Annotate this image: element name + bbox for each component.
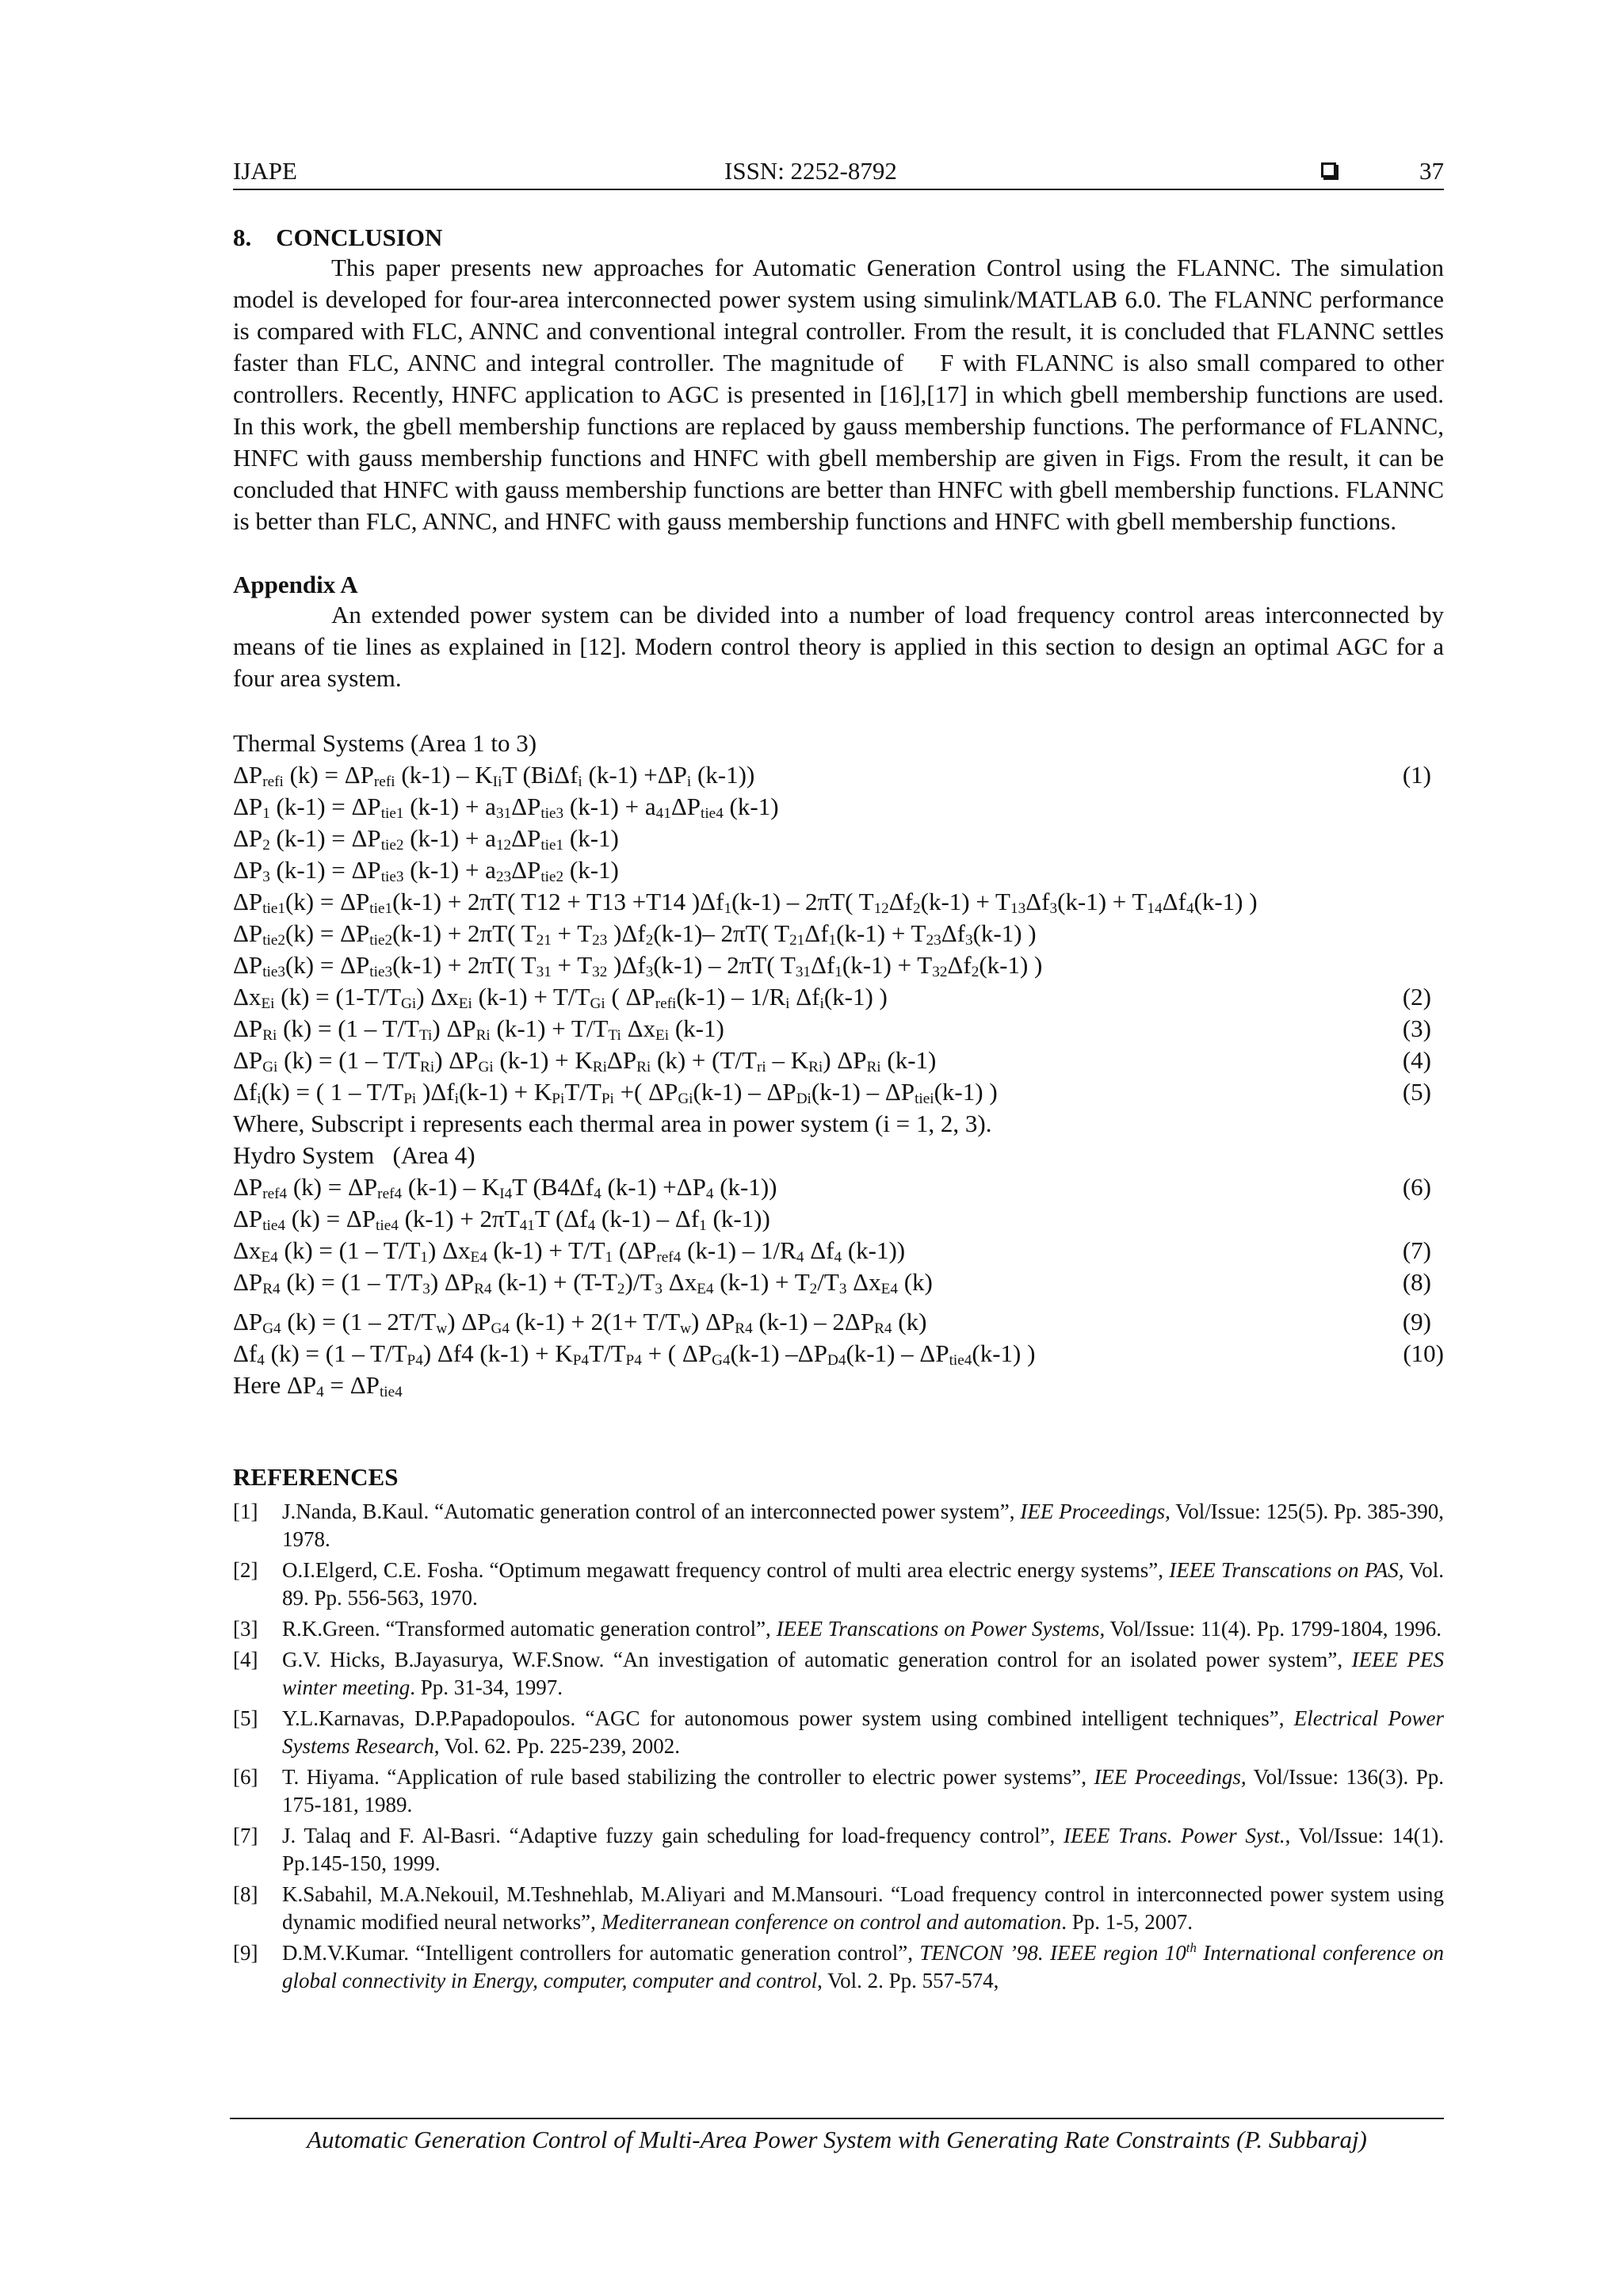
equation-p1: $\Delta P_1$ $(k-1) = \Delta P_{tie1}$ $(k-1) + a_{31}\Delta P_{tie3}$ $(k-1) + a_{41}\Delta P_{tie4}$ (k-1) xyxy=(233,793,779,823)
page-number: 37 xyxy=(1419,157,1444,185)
thermal-title: Thermal Systems (Area 1 to 3) xyxy=(233,729,537,757)
reference-venue: IEE Proceedings, xyxy=(1094,1765,1247,1789)
equation-number: (9) xyxy=(1402,1308,1431,1335)
reference-number: [2] xyxy=(233,1558,258,1582)
equation-2: $\Delta x_{Ei}$ $(k) = (1-T/T_{Gi})$ $\Delta x_{Ei}$ $(k-1) + T/T_{Gi}$ ( $\Delta P_{refi}(k-1) - 1/R_i$ $\Delta f_i(k-1)$ ) (2) xyxy=(233,983,1431,1013)
reference-venue: Electrical Power Systems Research xyxy=(282,1706,1444,1758)
equation-3: $\Delta P_{Ri}$ $(k) = (1 - T/T_{Ti})$ $\Delta P_{Ri}$ $(k-1) + T/T_{Ti}$ $\Delta x_{Ei}$ (k-1) (3) xyxy=(233,1014,1431,1045)
appendix-text: An extended power system can be divided into a number of load frequency control areas interconnected by means of tie lines as explained in [12]. Modern control theory is applied in this section to design an optimal AGC for a four area system. xyxy=(233,601,1444,692)
equation-number: (5) xyxy=(1402,1078,1431,1106)
references-heading: REFERENCES xyxy=(233,1463,399,1491)
reference-number: [7] xyxy=(233,1824,258,1847)
reference-number: [4] xyxy=(233,1648,258,1671)
page-header xyxy=(233,151,1444,190)
reference-authors-title: D.M.V.Kumar. “Intelligent controllers for automatic generation control”, xyxy=(282,1941,920,1965)
reference-authors-title: O.I.Elgerd, C.E. Fosha. “Optimum megawatt frequency control of multi area electric energy systems”, xyxy=(282,1558,1170,1582)
reference-item xyxy=(233,1939,1444,1995)
reference-venue: Mediterranean conference on control and automation xyxy=(601,1910,1062,1934)
equation-8: $\Delta P_{R4}$ $(k) = (1 - T/T_3)$ $\Delta P_{R4}$ $(k-1) + (T-T_2)/T_3$ $\Delta x_{E4}$ $(k-1) + T_2/T_3$ $\Delta x_{E4}$ (k) (8) xyxy=(233,1268,1431,1298)
equation-number: (3) xyxy=(1402,1014,1431,1042)
journal-name: IJAPE xyxy=(233,157,297,185)
equation-p3: $\Delta P_3$ $(k-1) = \Delta P_{tie3}$ $(k-1) + a_{23}\Delta P_{tie2}$ (k-1) xyxy=(233,856,619,886)
equation-4: $\Delta P_{Gi}$ $(k) = (1 - T/T_{Ri})$ $\Delta P_{Gi}$ $(k-1) + K_{Ri}\Delta P_{Ri}$ $(k) + (T/T_{ri} - K_{Ri})$ $\Delta P_{Ri}$ (k-1) (4) xyxy=(233,1046,1431,1076)
footer-text: Automatic Generation Control of Multi-Area Power System with Generating Rate Constraints (P. Subbaraj) xyxy=(307,2126,1367,2153)
reference-details: Vol/Issue: 125(5). Pp. 385-390, 1978. xyxy=(282,1499,1444,1551)
reference-number: [6] xyxy=(233,1765,258,1789)
reference-authors-title: J. Talaq and F. Al-Basri. “Adaptive fuzzy gain scheduling for load-frequency control”, xyxy=(282,1824,1064,1847)
reference-authors-title: Y.L.Karnavas, D.P.Papadopoulos. “AGC for autonomous power system using combined intelligent techniques”, xyxy=(282,1706,1294,1730)
hydro-title: Hydro System (Area 4) xyxy=(233,1141,475,1169)
equation-number: (7) xyxy=(1402,1236,1431,1264)
reference-item xyxy=(233,1646,1444,1702)
reference-venue-part: International conference on global connectivity in Energy, computer, computer and control xyxy=(282,1941,1444,1992)
checkbox-square-icon xyxy=(1321,162,1336,178)
issn: ISSN: 2252-8792 xyxy=(724,157,897,185)
equation-5: $\Delta f_i(k)$ = ( $1 - T/T_{Pi}$ )$\Delta f_i(k-1) + K_{Pi}T/T_{Pi}$ +( $\Delta P_{Gi}(k-1) - \Delta P_{Di}(k-1) - \Delta P_{tiei}(k-1)$ ) (5) xyxy=(233,1078,1431,1108)
page-footer xyxy=(230,2118,1444,2154)
equation-p2: $\Delta P_2$ $(k-1) = \Delta P_{tie2}$ $(k-1) + a_{12}\Delta P_{tie1}$ (k-1) xyxy=(233,824,619,854)
reference-number: [3] xyxy=(233,1617,258,1641)
conclusion-section xyxy=(233,223,1450,537)
equation-10: $\Delta f_4$ $(k) = (1 - T/T_{P4})$ Δf4 $(k-1) + K_{P4}T/T_{P4}$ + ( $\Delta P_{G4}(k-1)$ $-\Delta P_{D4}(k-1) - \Delta P_{tie4}(k-1)$ ) (10) xyxy=(233,1339,1444,1370)
reference-list xyxy=(233,1498,1444,1995)
reference-authors-title: K.Sabahil, M.A.Nekouil, M.Teshnehlab, M.Aliyari and M.Mansouri. “Load frequency control in interconnected power system using dynamic modified neural networks”, xyxy=(282,1882,1444,1934)
where-text: Where, Subscript i represents each thermal area in power system (i = 1, 2, 3). xyxy=(233,1110,992,1137)
reference-venue: IEEE Transcations on Power Systems, xyxy=(776,1617,1106,1641)
reference-details: , Vol/Issue: 14(1). Pp.145-150, 1999. xyxy=(282,1824,1444,1875)
equations-block xyxy=(233,728,1444,1401)
equation-1: $\Delta P_{refi}$ $(k) = \Delta P_{refi}$ $(k-1) - K_{Ii}T$ (BiΔf$_i$ $(k-1) +\Delta P_i$ (k-1)) (1) xyxy=(233,761,1431,791)
reference-number: [1] xyxy=(233,1499,258,1523)
equation-tie1: $\Delta P_{tie1}(k) = \Delta P_{tie1}(k-1) + 2\pi T$( T12 + T13 +T14 )$\Delta f_1(k-1) - 2\pi T$( $T_{12}\Delta f_2(k-1) + T_{13}\Delta f_3(k-1) + T_{14}\Delta f_4(k-1)$ ) xyxy=(233,888,1258,918)
reference-authors-title: R.K.Green. “Transformed automatic generation control”, xyxy=(282,1617,777,1641)
equation-9: $\Delta P_{G4}$ $(k) = (1 - 2T/T_w)$ $\Delta P_{G4}$ $(k-1) + 2(1+ T/T_w)$ $\Delta P_{R4}$ $(k-1) - 2\Delta P_{R4}$ (k) (9) xyxy=(233,1308,1431,1338)
equation-6: $\Delta P_{ref4}$ $(k) = \Delta P_{ref4}$ $(k-1) - K_{I4}T$ ($B4\Delta f_4$ $(k-1) +\Delta P_4$ (k-1)) (6) xyxy=(233,1173,1431,1203)
reference-item xyxy=(233,1557,1444,1612)
reference-details: . Pp. 31-34, 1997. xyxy=(410,1675,563,1699)
appendix-heading: Appendix A xyxy=(233,571,358,598)
conclusion-text: This paper presents new approaches for Automatic Generation Control using the FLANNC. The simulation model is developed for four-area interconnected power system using simulink/MATLAB 6.0. The FLANNC performance is compared with FLC, ANNC and conventional integral controller. From the result, it is concluded that FLANNC settles faster than FLC, ANNC and integral controller. The magnitude of F with FLANNC is also small compared to other controllers. Recently, HNFC application to AGC is presented in [16],[17] in which gbell membership functions are used. In this work, the gbell membership functions are replaced by gauss membership functions. The performance of FLANNC, HNFC with gauss membership functions and HNFC with gbell membership are given in Figs. From the result, it can be concluded that HNFC with gauss membership functions are better than HNFC with gbell membership functions. FLANNC is better than FLC, ANNC, and HNFC with gauss membership functions and HNFC with gbell membership functions. xyxy=(233,254,1450,535)
reference-venue: IEEE PES winter meeting xyxy=(282,1648,1444,1699)
reference-item xyxy=(233,1881,1444,1936)
equation-tie2: $\Delta P_{tie2}(k) = \Delta P_{tie2}(k-1) + 2\pi T$( $T_{21} + T_{23}$ )$\Delta f_2(k-1)-$ 2πT( $T_{21}\Delta f_1(k-1) + T_{23}\Delta f_3(k-1)$ ) xyxy=(233,919,1037,949)
equation-number: (2) xyxy=(1402,983,1431,1010)
reference-venue-part: TENCON ’98. IEEE region 10 xyxy=(919,1941,1186,1965)
reference-item xyxy=(233,1822,1444,1878)
reference-number: [5] xyxy=(233,1706,258,1730)
reference-details: , Vol. 2. Pp. 557-574, xyxy=(817,1969,999,1992)
equation-here: Here $\Delta P_4 = \Delta P_{tie4}$ xyxy=(233,1371,403,1401)
reference-venue: IEEE Trans. Power Syst. xyxy=(1064,1824,1285,1847)
equation-number: (10) xyxy=(1403,1339,1444,1367)
references-section xyxy=(233,1463,1444,1995)
reference-item xyxy=(233,1705,1444,1760)
reference-item xyxy=(233,1615,1444,1643)
reference-venue: IEEE Transcations on PAS, xyxy=(1169,1558,1404,1582)
page xyxy=(233,151,1450,1998)
equation-tie3: $\Delta P_{tie3}(k) = \Delta P_{tie3}(k-1) + 2\pi T$( $T_{31} + T_{32}$ )$\Delta f_3(k-1) - 2\pi T$( $T_{31}\Delta f_1(k-1) + T_{32}\Delta f_2(k-1)$ ) xyxy=(233,951,1043,981)
equation-7: $\Delta x_{E4}$ $(k) = (1 - T/T_1)$ $\Delta x_{E4}$ $(k-1) + T/T_1$ ($\Delta P_{ref4}$ $(k-1) - 1/R_4$ $\Delta f_4$ (k-1)) (7) xyxy=(233,1236,1431,1266)
equation-number: (1) xyxy=(1402,761,1431,789)
equation-number: (6) xyxy=(1402,1173,1431,1201)
reference-authors-title: T. Hiyama. “Application of rule based stabilizing the controller to electric power systems”, xyxy=(282,1765,1094,1789)
reference-details: Vol. 89. Pp. 556-563, 1970. xyxy=(282,1558,1444,1610)
reference-venue-superscript: th xyxy=(1186,1939,1197,1955)
reference-details: Vol/Issue: 136(3). Pp. 175-181, 1989. xyxy=(282,1765,1445,1817)
equation-number: (8) xyxy=(1402,1268,1431,1296)
reference-venue: IEE Proceedings, xyxy=(1020,1499,1170,1523)
reference-details: Vol/Issue: 11(4). Pp. 1799-1804, 1996. xyxy=(1105,1617,1442,1641)
reference-item xyxy=(233,1498,1444,1553)
equation-number: (4) xyxy=(1402,1046,1431,1074)
reference-details: , Vol. 62. Pp. 225-239, 2002. xyxy=(433,1734,680,1758)
appendix-section xyxy=(233,571,1444,694)
reference-authors-title: J.Nanda, B.Kaul. “Automatic generation control of an interconnected power system”, xyxy=(282,1499,1021,1523)
reference-item xyxy=(233,1763,1444,1819)
reference-authors-title: G.V. Hicks, B.Jayasurya, W.F.Snow. “An investigation of automatic generation control for an isolated power system”, xyxy=(282,1648,1352,1671)
reference-number: [8] xyxy=(233,1882,258,1906)
reference-details: . Pp. 1-5, 2007. xyxy=(1061,1910,1193,1934)
conclusion-heading: 8. CONCLUSION xyxy=(233,223,443,251)
reference-number: [9] xyxy=(233,1941,258,1965)
equation-tie4: $\Delta P_{tie4}$ $(k) = \Delta P_{tie4}$ $(k-1) + 2\pi T_{41}T$ ($\Delta f_4$ $(k-1) - \Delta f_1$ (k-1)) xyxy=(233,1205,770,1235)
